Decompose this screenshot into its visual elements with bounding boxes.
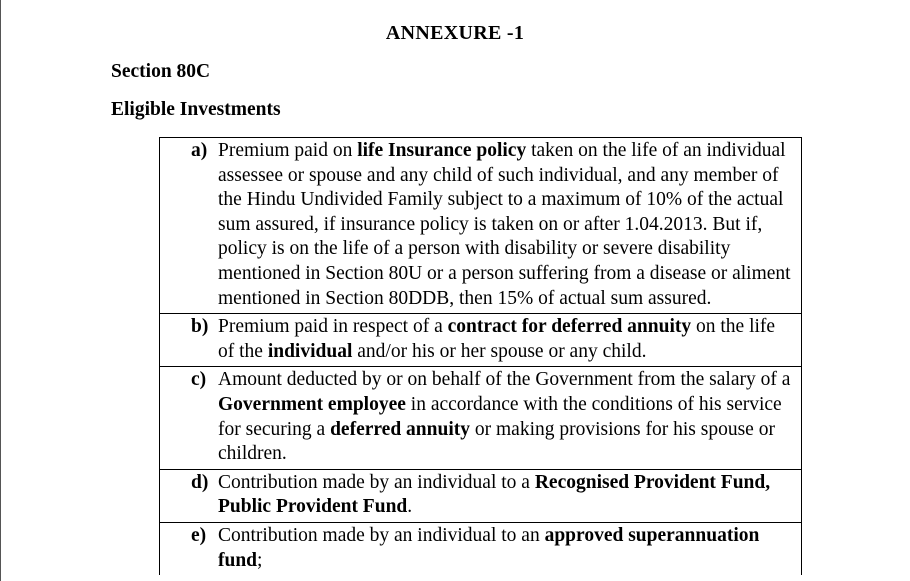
item-label: c) <box>191 369 207 391</box>
text-segment: Contribution made by an individual to a <box>218 471 535 493</box>
table-row <box>160 470 801 523</box>
item-text <box>218 524 793 573</box>
item-text <box>218 471 793 520</box>
bold-term: contract for deferred annuity <box>447 316 692 338</box>
item-text <box>218 315 793 364</box>
table-row <box>160 523 801 575</box>
text-segment: Premium paid in respect of a <box>218 316 448 338</box>
text-segment: taken on the life of an individual assessee or spouse and any child of such individual, and any member of the Hindu Undivided Family subject to a maximum of 10% of the actual sum assured, if insurance policy is taken on or after 1.04.2013. But if, policy is on the life of a person with disability or severe disability mentioned in Section 80U or a person suffering from a disease or aliment mentioned in Section 80DDB, then 15% of actual sum assured. <box>218 140 791 309</box>
bold-term: deferred annuity <box>330 418 471 440</box>
text-segment: in accordance with the conditions of his service for securing a <box>218 393 782 440</box>
page-edge <box>0 0 1 581</box>
text-segment: on the life of the <box>218 316 776 362</box>
item-text <box>218 368 793 466</box>
bold-term: approved superannuation fund <box>218 524 760 571</box>
subheading: Eligible Investments <box>111 99 281 120</box>
text-segment: Contribution made by an individual to an <box>218 524 545 546</box>
bold-term: life Insurance policy <box>357 140 527 161</box>
investments-table <box>159 137 802 575</box>
item-label: a) <box>191 140 208 161</box>
table-row <box>160 314 801 367</box>
table-row <box>160 138 801 314</box>
text-segment: Amount deducted by or on behalf of the Government from the salary of a <box>218 369 791 391</box>
section-heading: Section 80C <box>111 61 211 82</box>
text-segment: . <box>407 496 413 518</box>
page-title: ANNEXURE -1 <box>385 22 525 44</box>
text-segment: and/or his or her spouse or any child. <box>352 340 647 362</box>
text-segment: or making provisions for his spouse or children. <box>218 418 775 465</box>
item-label: b) <box>191 316 209 338</box>
bold-term: Recognised Provident Fund, Public Provident Fund <box>218 471 771 518</box>
item-label: e) <box>191 524 207 546</box>
bold-term: Government employee <box>218 393 406 415</box>
bold-term: individual <box>267 340 353 362</box>
table-row <box>160 367 801 469</box>
item-text <box>218 139 793 311</box>
text-segment: ; <box>257 549 263 571</box>
item-label: d) <box>191 471 209 493</box>
text-segment: Premium paid on <box>218 140 358 161</box>
